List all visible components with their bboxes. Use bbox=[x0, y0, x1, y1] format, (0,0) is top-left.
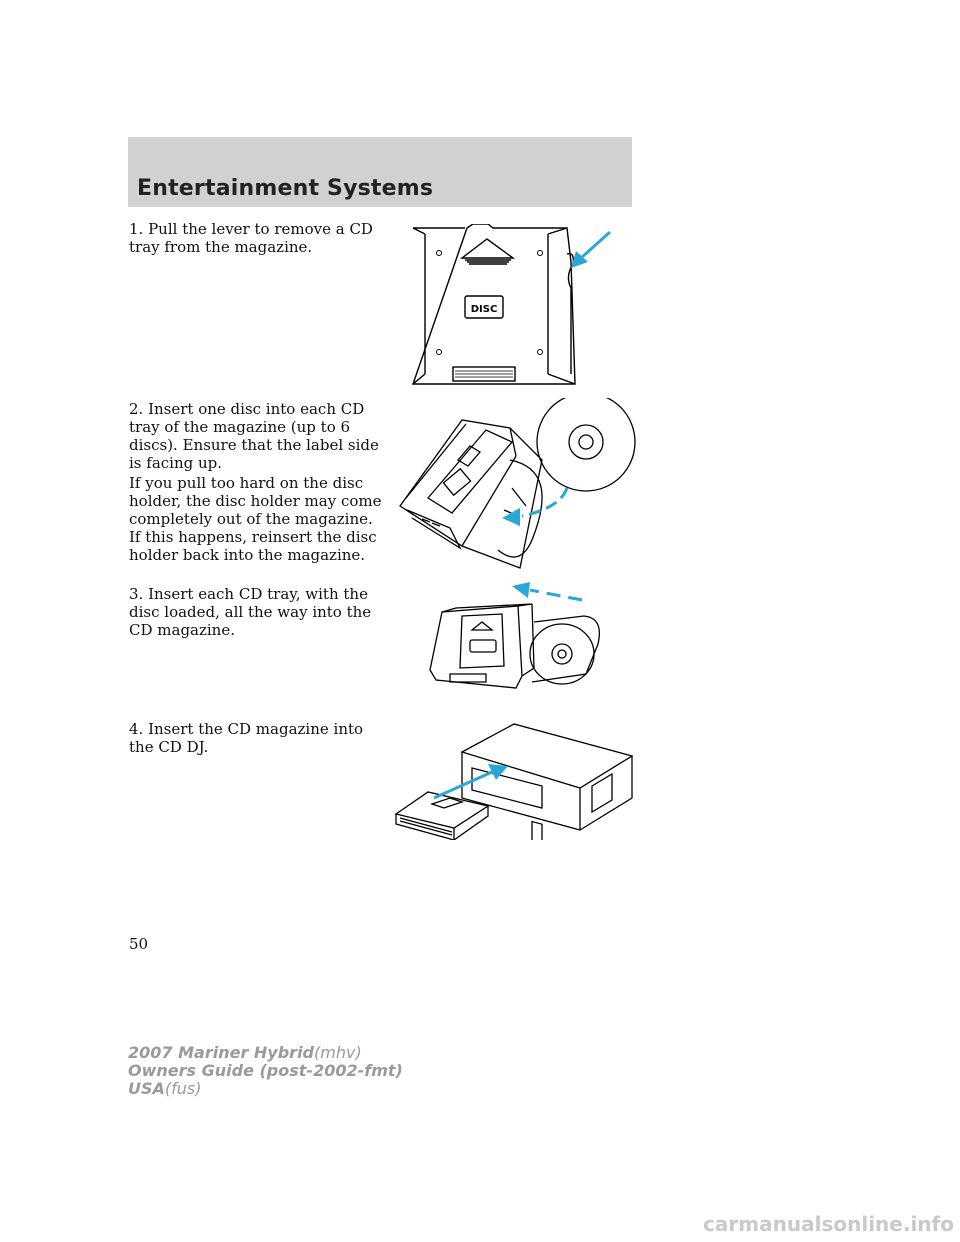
figure-tray-lever bbox=[405, 224, 615, 388]
arrow-icon bbox=[434, 764, 508, 798]
magazine-grip bbox=[450, 674, 486, 682]
disc bbox=[530, 624, 594, 684]
disc bbox=[537, 398, 635, 491]
eject-triangle bbox=[472, 622, 492, 630]
footer-model-code: (mhv) bbox=[314, 1043, 362, 1062]
magazine-body bbox=[430, 606, 522, 688]
figure-magazine-into-changer bbox=[392, 722, 636, 840]
footer-guide: Owners Guide (post-2002-fmt) bbox=[128, 1061, 403, 1080]
eject-triangle bbox=[462, 239, 513, 258]
magazine-top bbox=[396, 792, 488, 828]
document-footer bbox=[128, 1044, 403, 1098]
changer-slot bbox=[472, 768, 542, 808]
changer-top bbox=[462, 724, 632, 788]
figure-tray-into-magazine bbox=[422, 578, 608, 693]
footer-model: 2007 Mariner Hybrid bbox=[128, 1043, 314, 1062]
disc-logo-text: DISC bbox=[470, 304, 498, 315]
footer-market: USA bbox=[128, 1079, 165, 1098]
step-1-text: 1. Pull the lever to remove a CD tray from the magazine. bbox=[129, 220, 373, 256]
tray-body bbox=[400, 420, 542, 568]
step-4-text: 4. Insert the CD magazine into the CD DJ. bbox=[129, 720, 364, 756]
step-2-note-text: If you pull too hard on the disc holder, the disc holder may come completely out of the magazine. If this happens, reinsert the disc holder back into the magazine. bbox=[129, 474, 382, 564]
footer-market-code: (fus) bbox=[164, 1079, 202, 1098]
figure-insert-disc bbox=[392, 398, 637, 576]
watermark: carmanualsonline.info bbox=[703, 1212, 954, 1236]
arrow-icon bbox=[512, 582, 582, 600]
page-number: 50 bbox=[129, 935, 149, 953]
step-2-text: 2. Insert one disc into each CD tray of the magazine (up to 6 discs). Ensure that the label side is facing up. bbox=[129, 400, 379, 472]
step-3-text: 3. Insert each CD tray, with the disc loaded, all the way into the CD magazine. bbox=[129, 585, 372, 639]
section-title: Entertainment Systems bbox=[137, 176, 434, 201]
arrow-icon bbox=[571, 232, 610, 268]
changer-body bbox=[462, 752, 632, 830]
